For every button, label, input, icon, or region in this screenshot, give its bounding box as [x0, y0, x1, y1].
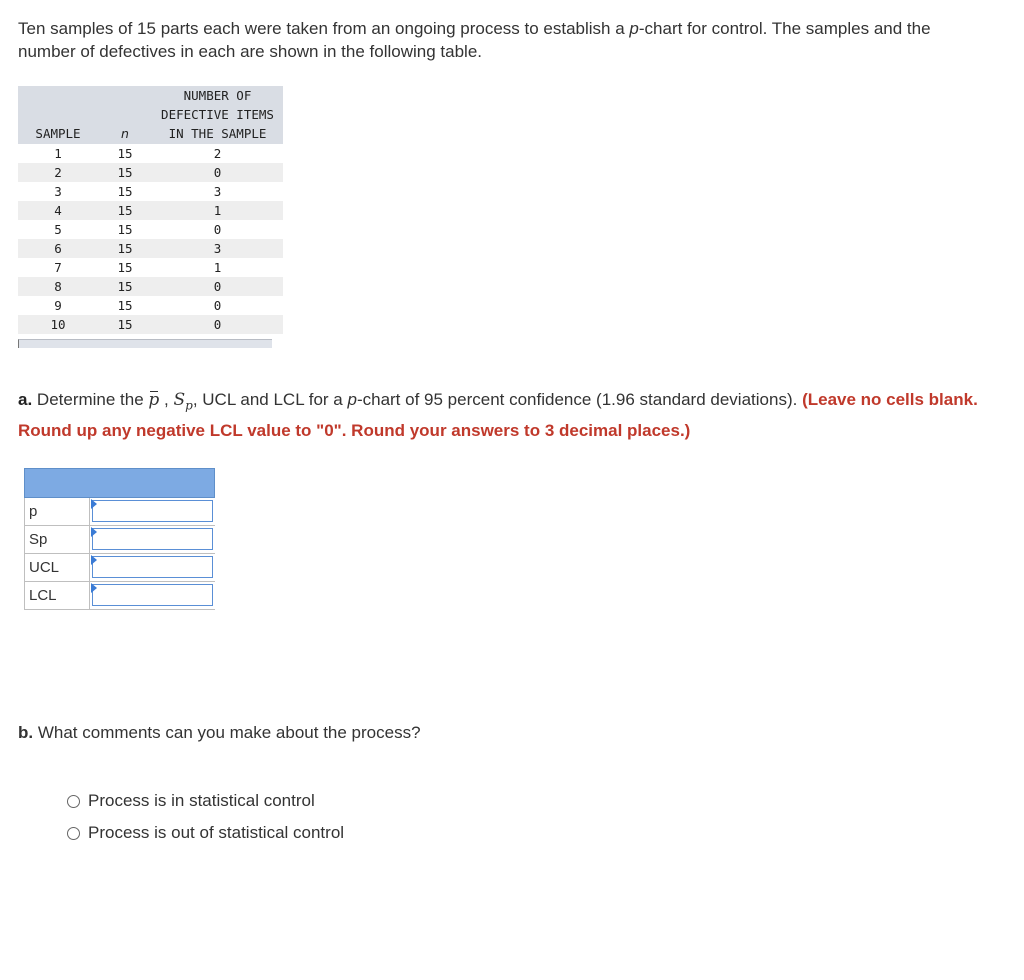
- header-defective: [152, 86, 283, 144]
- question-a-text-2: , UCL and LCL for a: [192, 390, 348, 409]
- cell-sample: 3: [54, 184, 62, 199]
- question-a-instructions: (Leave no cells blank. Round up any negative LCL value to "0". Round your answers to 3 decimal places.): [18, 390, 978, 441]
- cell-sample: 2: [18, 163, 98, 182]
- cell-marker-icon: [91, 583, 97, 593]
- table-row: [18, 182, 283, 201]
- cell-defective: 0: [152, 163, 283, 182]
- sp-sub: p: [185, 398, 193, 413]
- table-row: [18, 220, 283, 239]
- cell-defective: 0: [152, 315, 283, 334]
- answer-cell-p: [89, 498, 215, 526]
- cell-sample: 5: [54, 222, 62, 237]
- question-a-text-3: -chart of 95 percent confidence (1.96 standard deviations).: [356, 390, 803, 409]
- cell-sample: 7: [54, 260, 62, 275]
- answer-label-ucl: UCL: [24, 554, 89, 582]
- lcl-input[interactable]: [92, 584, 213, 606]
- answer-cell-ucl: [89, 554, 215, 582]
- cell-defective: 0: [213, 222, 222, 237]
- answer-cell-lcl: [89, 582, 215, 610]
- answer-row-sp: [24, 526, 215, 554]
- cell-n: 15: [117, 222, 133, 237]
- cell-defective: 2: [213, 146, 222, 161]
- sp-symbol: [173, 390, 193, 413]
- answer-cell-sp: [89, 526, 215, 554]
- question-a-text-1: Determine the: [32, 390, 149, 409]
- sp-main: S: [173, 390, 186, 410]
- radio-icon[interactable]: [67, 795, 80, 808]
- problem-intro: [18, 17, 978, 63]
- question-b: [18, 721, 421, 745]
- table-row: [18, 296, 283, 315]
- table-body: [18, 144, 283, 334]
- cell-marker-icon: [91, 499, 97, 509]
- question-a: [18, 387, 998, 444]
- table-row: [18, 163, 283, 182]
- header-defective-line3: IN THE SAMPLE: [168, 126, 267, 141]
- question-a-label: a.: [18, 390, 33, 409]
- answer-grid: [24, 468, 215, 610]
- table-row: [18, 277, 283, 296]
- answer-options: [67, 785, 344, 849]
- intro-text-1: Ten samples of 15 parts each were taken from an ongoing process to establish a: [18, 19, 630, 38]
- question-b-text: What comments can you make about the process?: [33, 723, 421, 742]
- defects-table: [18, 86, 283, 334]
- answer-row-p: [24, 498, 215, 526]
- option-label: Process is out of statistical control: [88, 823, 345, 842]
- cell-defective: 3: [213, 184, 222, 199]
- cell-sample: 10: [18, 315, 98, 334]
- option-label: Process is in statistical control: [88, 791, 315, 810]
- cell-n: 15: [117, 146, 133, 161]
- cell-defective: 0: [152, 277, 283, 296]
- cell-n: 15: [98, 239, 152, 258]
- question-a-comma: ,: [159, 390, 174, 409]
- cell-defective: 1: [152, 201, 283, 220]
- intro-p: p: [629, 19, 639, 38]
- table-header-row: [18, 86, 283, 144]
- cell-sample: 6: [18, 239, 98, 258]
- answer-row-lcl: [24, 582, 215, 610]
- answer-label-p: p: [24, 498, 89, 526]
- p-bar-symbol: p: [148, 387, 159, 413]
- cell-n: 15: [98, 315, 152, 334]
- table-row: [18, 144, 283, 163]
- answer-row-ucl: [24, 554, 215, 582]
- table-row: [18, 239, 283, 258]
- p-bar-input[interactable]: [92, 500, 213, 522]
- cell-sample: 4: [18, 201, 98, 220]
- cell-defective: 3: [152, 239, 283, 258]
- answer-label-sp: Sp: [24, 526, 89, 554]
- table-row: [18, 315, 283, 334]
- cell-n: 15: [98, 201, 152, 220]
- intro-text-2: -chart for control. The samples and the number of defectives in each are shown in the following table.: [18, 19, 931, 61]
- sp-input[interactable]: [92, 528, 213, 550]
- header-defective-line1: NUMBER OF: [183, 88, 252, 103]
- answer-label-lcl: LCL: [24, 582, 89, 610]
- cell-sample: 9: [54, 298, 62, 313]
- cell-n: 15: [117, 298, 133, 313]
- cell-n: 15: [98, 163, 152, 182]
- question-a-p: p: [347, 390, 357, 409]
- table-footer-bar: [18, 339, 272, 348]
- question-b-label: b.: [18, 723, 34, 742]
- header-n: n: [98, 86, 152, 144]
- option-out-of-control[interactable]: [67, 817, 344, 849]
- table-row: [18, 201, 283, 220]
- cell-n: 15: [117, 260, 133, 275]
- header-defective-line2: DEFECTIVE ITEMS: [161, 107, 274, 122]
- table-row: [18, 258, 283, 277]
- cell-n: 15: [98, 277, 152, 296]
- cell-n: 15: [117, 184, 133, 199]
- answer-grid-header: [24, 468, 215, 498]
- cell-sample: 1: [54, 146, 62, 161]
- cell-marker-icon: [91, 555, 97, 565]
- header-sample: SAMPLE: [18, 86, 98, 144]
- cell-sample: 8: [18, 277, 98, 296]
- cell-marker-icon: [91, 527, 97, 537]
- option-in-control[interactable]: [67, 785, 344, 817]
- cell-defective: 1: [213, 260, 222, 275]
- cell-defective: 0: [213, 298, 222, 313]
- radio-icon[interactable]: [67, 827, 80, 840]
- ucl-input[interactable]: [92, 556, 213, 578]
